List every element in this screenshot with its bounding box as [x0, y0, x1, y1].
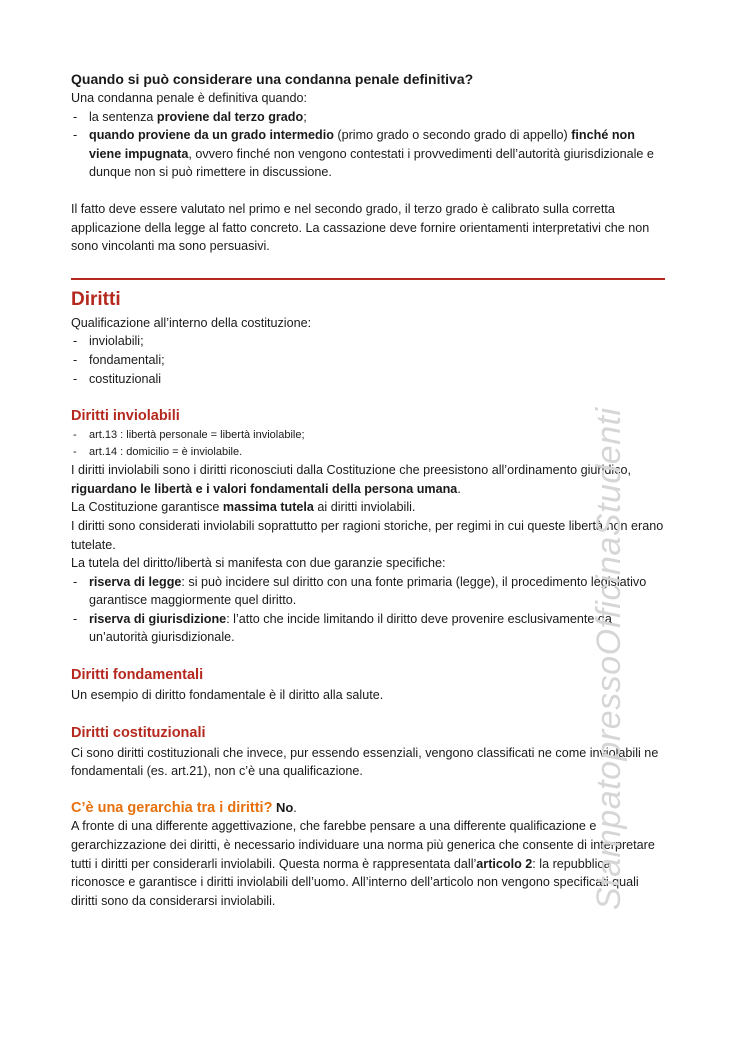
bold-run: massima tutela	[222, 500, 314, 515]
bold-run: riguardano le libertà e i valori fondamentali della persona umana	[71, 481, 458, 496]
list-item: - costituzionali	[71, 370, 667, 389]
articles-list	[71, 427, 667, 461]
list-item	[71, 126, 667, 182]
qualificazione-list	[71, 332, 667, 388]
heading-diritti-fondamentali: Diritti fondamentali	[71, 667, 204, 684]
list-item	[71, 108, 667, 127]
costituzionali-text: Ci sono diritti costituzionali che invece, pur essendo essenziali, vengono classificati ne come inviolabili ne fondamentali (es. art.21), non c’è una qualificazione.	[71, 745, 659, 779]
bold-run: proviene dal terzo grado	[156, 109, 304, 124]
text-run: ai diritti inviolabili.	[313, 500, 416, 515]
text-run: : si può incidere sul diritto con una fonte primaria (legge), il procedimento legislativo garantisce maggiormente quel diritto.	[89, 574, 647, 608]
list-item: - fondamentali;	[71, 351, 667, 370]
question-title: Quando si può considerare una condanna penale definitiva?	[71, 71, 474, 87]
bold-run: quando proviene da un grado intermedio	[89, 128, 334, 143]
question-paragraph: Il fatto deve essere valutato nel primo e nel secondo grado, il terzo grado è calibrato sulla corretta applicazione della legge al fatto concreto. La cassazione deve fornire orientamenti interpretativi che non sono vincolanti ma sono persuasivi.	[71, 201, 650, 254]
heading-diritti-inviolabili: Diritti inviolabili	[71, 408, 180, 425]
document-page	[71, 70, 667, 910]
text-run: (primo grado o secondo grado di appello)	[333, 128, 572, 143]
list-item	[71, 573, 667, 610]
text-run: A fronte di una differente aggettivazione, che farebbe pensare a una differente qualificazione e gerarchizzazione dei diritti, è necessario individuare una norma più generica che consente di interpretare tutti i diritti per considerarli inviolabili. Questa norma è rappresentata dall’	[71, 819, 655, 871]
section-title-diritti: Diritti	[71, 288, 121, 310]
list-item: - inviolabili;	[71, 332, 667, 351]
inviolabili-paragraph-4: La tutela del diritto/libertà si manifesta con due garanzie specifiche:	[71, 556, 446, 571]
bold-run: articolo 2	[476, 856, 533, 871]
inviolabili-paragraph-3: I diritti sono considerati inviolabili soprattutto per ragioni storiche, per regimi in cui queste libertà non erano tutelate.	[71, 518, 664, 552]
inviolabili-paragraph-2	[71, 498, 667, 517]
text-run: .	[457, 481, 461, 496]
text-run: : la repubblica riconosce e garantisce i diritti inviolabili dell’uomo. All’interno dell’articolo non vengono specificati quali diritti sono da considerarsi inviolabili.	[71, 856, 639, 908]
bold-run: riserva di legge	[89, 574, 182, 589]
bold-run: finché non viene impugnata	[89, 128, 635, 161]
gerarchia-answer: No	[275, 799, 294, 815]
text-run: I diritti inviolabili sono i diritti riconosciuti dalla Costituzione che preesistono all’ordinamento giuridico,	[71, 463, 631, 478]
gerarchia-text	[71, 817, 667, 910]
text-run: ;	[303, 109, 307, 124]
definitiva-list	[71, 108, 667, 182]
fondamentali-text: Un esempio di diritto fondamentale è il diritto alla salute.	[71, 688, 384, 703]
text-run: : l’atto che incide limitando il diritto deve provenire esclusivamente da un’autorità giurisdizionale.	[89, 611, 612, 645]
garanzie-list	[71, 573, 667, 647]
gerarchia-question: C’è una gerarchia tra i diritti?	[71, 799, 273, 816]
text-run: La Costituzione garantisce	[71, 500, 223, 515]
diritti-intro: Qualificazione all’interno della costituzione:	[71, 315, 312, 330]
bold-run: riserva di giurisdizione	[89, 611, 227, 626]
question-intro: Una condanna penale è definitiva quando:	[71, 91, 307, 105]
text-run: .	[293, 800, 297, 815]
text-run: la sentenza	[89, 109, 157, 124]
inviolabili-paragraph-1	[71, 461, 667, 498]
list-item: - art.14 : domicilio = è inviolabile.	[71, 444, 667, 461]
list-item: - art.13 : libertà personale = libertà inviolabile;	[71, 427, 667, 444]
section-divider	[71, 278, 665, 280]
heading-diritti-costituzionali: Diritti costituzionali	[71, 724, 206, 741]
text-run: , ovvero finché non vengono contestati i provvedimenti dell’autorità giurisdizionale e dunque non si può rimettere in discussione.	[89, 146, 654, 180]
gerarchia-question-line	[71, 799, 667, 818]
list-item	[71, 610, 667, 647]
